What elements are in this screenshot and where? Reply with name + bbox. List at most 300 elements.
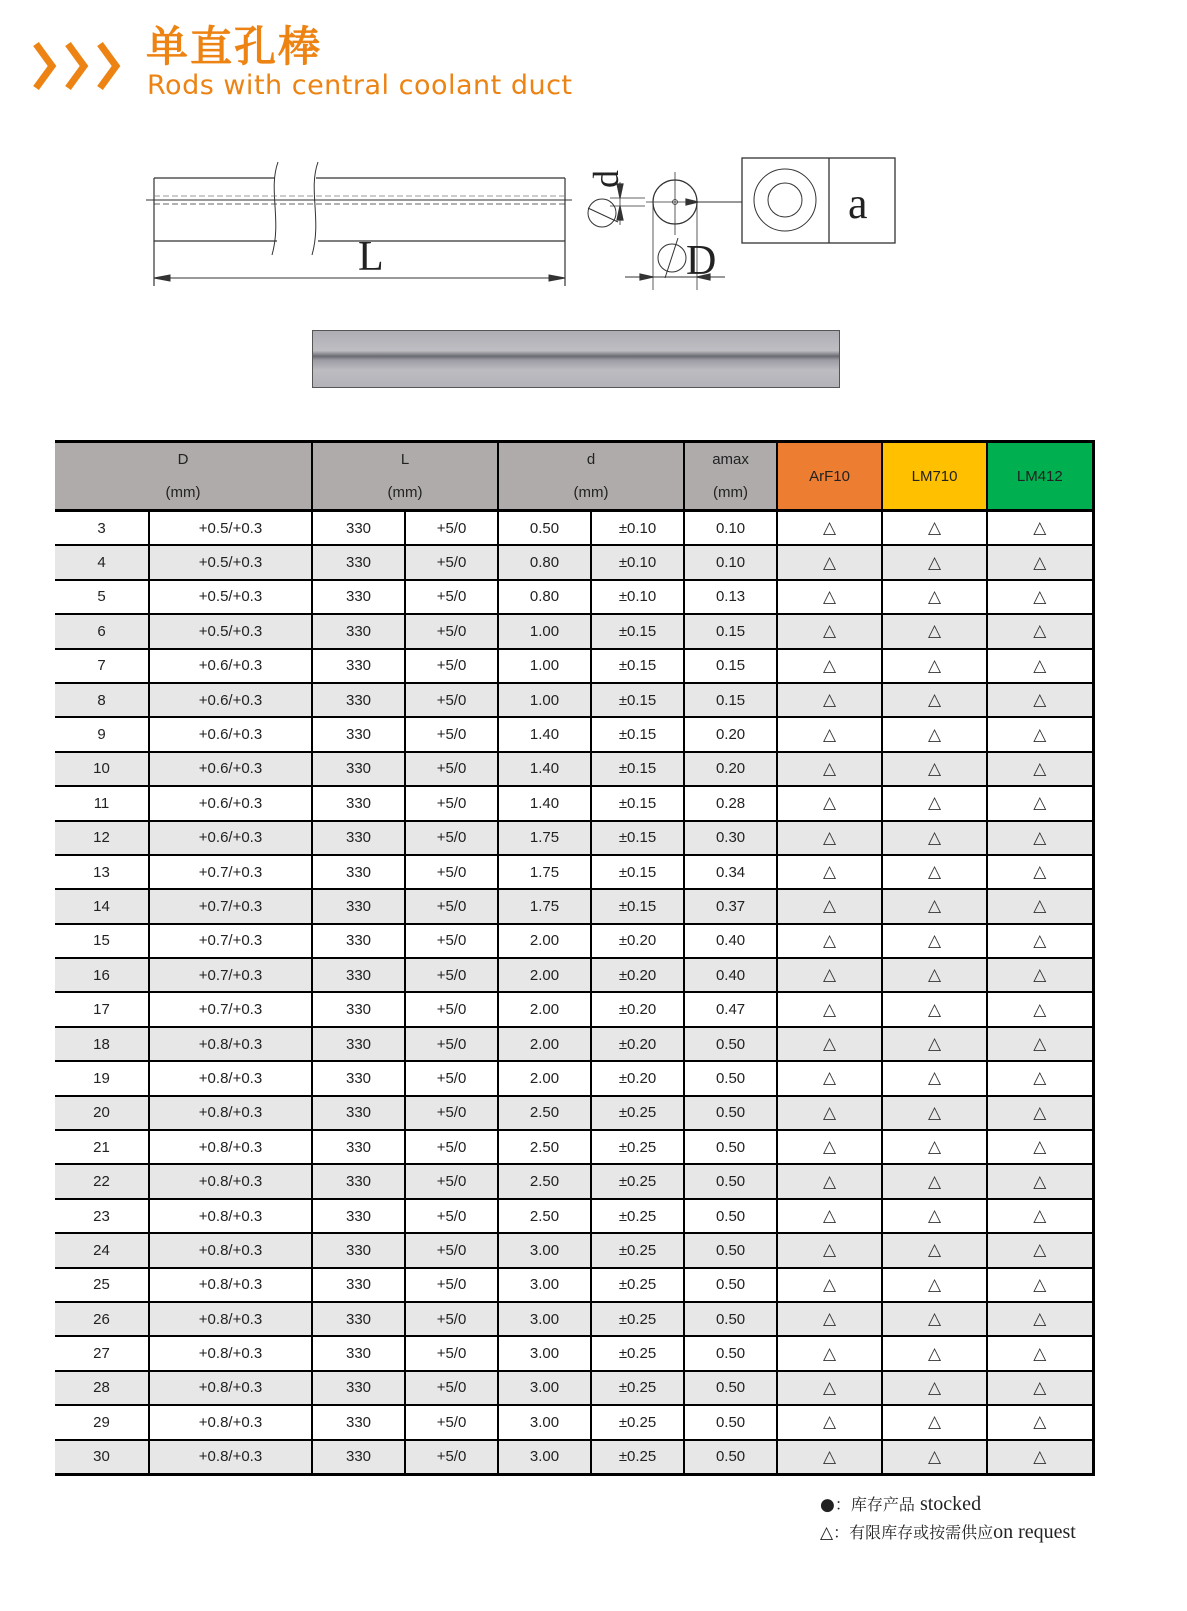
cell-lm412 — [987, 511, 1093, 546]
cell-D: 27 — [55, 1336, 149, 1370]
cell-lm412 — [987, 1233, 1093, 1267]
triangle-icon: △ — [928, 1343, 942, 1364]
cell-L: 330 — [312, 1096, 405, 1130]
cell-lm710 — [882, 1302, 987, 1336]
label-L: L — [358, 234, 384, 280]
cell-lm412 — [987, 992, 1093, 1026]
triangle-icon: △ — [820, 1523, 834, 1543]
cell-arf10 — [777, 649, 882, 683]
cell-amax: 0.50 — [684, 1096, 777, 1130]
cell-arf10 — [777, 1336, 882, 1370]
triangle-icon: △ — [823, 1274, 837, 1295]
triangle-icon: △ — [1033, 690, 1047, 711]
cell-D-tolerance: +0.8/+0.3 — [149, 1268, 312, 1302]
cell-L: 330 — [312, 1371, 405, 1405]
cell-L: 330 — [312, 855, 405, 889]
triangle-icon: △ — [928, 1206, 942, 1226]
triangle-icon: △ — [928, 1034, 942, 1055]
cell-amax: 0.13 — [684, 580, 777, 614]
cell-d: 1.40 — [498, 752, 591, 786]
table-row — [55, 1061, 1093, 1095]
cell-amax: 0.28 — [684, 786, 777, 820]
cell-D-tolerance: +0.6/+0.3 — [149, 717, 312, 751]
filled-circle-icon: ● — [820, 1495, 835, 1515]
cell-L-tolerance: +5/0 — [405, 821, 498, 855]
cell-d-tolerance: ±0.10 — [591, 511, 684, 546]
cell-lm412 — [987, 1371, 1093, 1405]
cell-L: 330 — [312, 1199, 405, 1233]
cell-arf10 — [777, 717, 882, 751]
table-row — [55, 1405, 1093, 1439]
cell-L-tolerance: +5/0 — [405, 958, 498, 992]
cell-d-tolerance: ±0.20 — [591, 924, 684, 958]
cell-arf10 — [777, 1371, 882, 1405]
cell-L: 330 — [312, 614, 405, 648]
cell-L: 330 — [312, 1027, 405, 1061]
cell-arf10 — [777, 1061, 882, 1095]
table-row — [55, 1440, 1093, 1475]
triangle-icon: △ — [928, 965, 942, 986]
cell-arf10 — [777, 855, 882, 889]
cell-d-tolerance: ±0.25 — [591, 1268, 684, 1302]
cell-amax: 0.37 — [684, 889, 777, 923]
cell-D-tolerance: +0.8/+0.3 — [149, 1440, 312, 1475]
cell-L-tolerance: +5/0 — [405, 992, 498, 1026]
cell-L-tolerance: +5/0 — [405, 1027, 498, 1061]
cell-lm710 — [882, 1336, 987, 1370]
triangle-icon: △ — [1033, 586, 1047, 607]
cell-D: 7 — [55, 649, 149, 683]
cell-L: 330 — [312, 683, 405, 717]
cross-section — [610, 172, 742, 290]
cell-lm710 — [882, 717, 987, 751]
cell-lm710 — [882, 1164, 987, 1198]
cell-D-tolerance: +0.8/+0.3 — [149, 1233, 312, 1267]
cell-L: 330 — [312, 786, 405, 820]
triangle-icon: △ — [1033, 1102, 1047, 1123]
cell-D-tolerance: +0.7/+0.3 — [149, 924, 312, 958]
cell-d: 2.50 — [498, 1096, 591, 1130]
triangle-icon: △ — [823, 793, 837, 814]
cell-lm710 — [882, 1096, 987, 1130]
cell-D: 16 — [55, 958, 149, 992]
cell-d: 2.50 — [498, 1199, 591, 1233]
triangle-icon: △ — [1033, 1240, 1047, 1261]
cell-lm412 — [987, 1336, 1093, 1370]
cell-lm412 — [987, 924, 1093, 958]
cell-D: 17 — [55, 992, 149, 1026]
cell-L: 330 — [312, 958, 405, 992]
cell-D-tolerance: +0.6/+0.3 — [149, 752, 312, 786]
cell-L-tolerance: +5/0 — [405, 1440, 498, 1475]
triangle-icon: △ — [1033, 758, 1047, 779]
cell-lm710 — [882, 649, 987, 683]
triangle-icon: △ — [1033, 724, 1047, 745]
cell-d: 3.00 — [498, 1268, 591, 1302]
table-body — [55, 511, 1093, 1475]
cell-d: 2.00 — [498, 1027, 591, 1061]
table-row — [55, 786, 1093, 820]
cell-D-tolerance: +0.5/+0.3 — [149, 614, 312, 648]
triangle-icon: △ — [928, 1377, 942, 1398]
cell-arf10 — [777, 992, 882, 1026]
triangle-icon: △ — [1033, 1412, 1047, 1433]
cell-lm710 — [882, 545, 987, 579]
cell-lm412 — [987, 649, 1093, 683]
cell-L-tolerance: +5/0 — [405, 1302, 498, 1336]
cell-arf10 — [777, 752, 882, 786]
cell-lm412 — [987, 752, 1093, 786]
table-row — [55, 683, 1093, 717]
cell-amax: 0.40 — [684, 924, 777, 958]
cell-D: 5 — [55, 580, 149, 614]
cell-d: 3.00 — [498, 1440, 591, 1475]
triangle-icon: △ — [1033, 896, 1047, 917]
triangle-icon: △ — [823, 999, 837, 1020]
cell-lm412 — [987, 958, 1093, 992]
cell-amax: 0.20 — [684, 752, 777, 786]
triangle-icon: △ — [928, 1412, 942, 1433]
table-row — [55, 752, 1093, 786]
cell-d-tolerance: ±0.15 — [591, 614, 684, 648]
cell-L: 330 — [312, 889, 405, 923]
legend-cn: 库存产品 — [850, 1495, 915, 1514]
cell-amax: 0.15 — [684, 683, 777, 717]
triangle-icon: △ — [928, 793, 942, 814]
cell-d-tolerance: ±0.25 — [591, 1440, 684, 1475]
cell-D: 28 — [55, 1371, 149, 1405]
table-row — [55, 545, 1093, 579]
triangle-icon: △ — [1033, 621, 1047, 642]
cell-d: 1.40 — [498, 786, 591, 820]
header-arf10: ArF10 — [777, 442, 882, 511]
cell-D: 8 — [55, 683, 149, 717]
cell-lm412 — [987, 1199, 1093, 1233]
cell-d-tolerance: ±0.15 — [591, 821, 684, 855]
cell-D-tolerance: +0.8/+0.3 — [149, 1027, 312, 1061]
cell-lm710 — [882, 1371, 987, 1405]
triangle-icon: △ — [1033, 1377, 1047, 1398]
cell-arf10 — [777, 1302, 882, 1336]
cell-d: 2.50 — [498, 1164, 591, 1198]
table-row — [55, 580, 1093, 614]
cell-D-tolerance: +0.6/+0.3 — [149, 649, 312, 683]
cell-D-tolerance: +0.8/+0.3 — [149, 1096, 312, 1130]
cell-lm412 — [987, 1268, 1093, 1302]
cell-lm710 — [882, 1405, 987, 1439]
table-row — [55, 1199, 1093, 1233]
cell-D-tolerance: +0.5/+0.3 — [149, 580, 312, 614]
label-a: a — [848, 179, 868, 228]
triangle-icon: △ — [823, 1446, 837, 1467]
cell-d: 3.00 — [498, 1336, 591, 1370]
triangle-icon: △ — [823, 724, 837, 745]
cell-lm412 — [987, 1027, 1093, 1061]
cell-d-tolerance: ±0.20 — [591, 992, 684, 1026]
cell-arf10 — [777, 821, 882, 855]
cell-lm710 — [882, 786, 987, 820]
cell-d-tolerance: ±0.20 — [591, 958, 684, 992]
cell-d-tolerance: ±0.25 — [591, 1233, 684, 1267]
legend-en: stocked — [919, 1493, 982, 1515]
cell-D: 11 — [55, 786, 149, 820]
legend-sep: ： — [834, 1495, 851, 1514]
cell-L: 330 — [312, 1302, 405, 1336]
triangle-icon: △ — [823, 655, 837, 676]
legend-sep: ： — [833, 1523, 850, 1542]
legend-cn: 有限库存或按需供应 — [849, 1523, 994, 1542]
triangle-icon: △ — [823, 1102, 837, 1123]
triangle-icon: △ — [1033, 862, 1047, 883]
triangle-icon: △ — [928, 1240, 942, 1261]
triangle-icon: △ — [1033, 1137, 1047, 1158]
cell-D-tolerance: +0.5/+0.3 — [149, 545, 312, 579]
cell-lm710 — [882, 511, 987, 546]
triangle-icon: △ — [928, 655, 942, 676]
table-row — [55, 1371, 1093, 1405]
cell-D-tolerance: +0.6/+0.3 — [149, 683, 312, 717]
triangle-icon: △ — [1033, 1034, 1047, 1055]
table-row — [55, 992, 1093, 1026]
cell-d-tolerance: ±0.20 — [591, 1027, 684, 1061]
cell-D: 18 — [55, 1027, 149, 1061]
cell-L: 330 — [312, 992, 405, 1026]
cell-d: 2.50 — [498, 1130, 591, 1164]
cell-amax: 0.47 — [684, 992, 777, 1026]
cell-arf10 — [777, 1199, 882, 1233]
legend-on-request — [820, 1518, 1076, 1546]
triangle-icon: △ — [928, 1137, 942, 1158]
table-row — [55, 1164, 1093, 1198]
cell-L: 330 — [312, 1268, 405, 1302]
cell-D: 14 — [55, 889, 149, 923]
cell-d: 0.80 — [498, 580, 591, 614]
legend-en: on request — [993, 1521, 1076, 1543]
cell-amax: 0.10 — [684, 545, 777, 579]
cell-lm412 — [987, 717, 1093, 751]
cell-L-tolerance: +5/0 — [405, 511, 498, 546]
cell-amax: 0.50 — [684, 1199, 777, 1233]
triangle-icon: △ — [823, 1240, 837, 1261]
cell-L-tolerance: +5/0 — [405, 717, 498, 751]
cell-lm710 — [882, 958, 987, 992]
table-row — [55, 649, 1093, 683]
cell-d: 1.75 — [498, 821, 591, 855]
triangle-icon: △ — [1033, 999, 1047, 1020]
page-title-cn: 单直孔棒 — [146, 22, 323, 71]
cell-D-tolerance: +0.8/+0.3 — [149, 1199, 312, 1233]
cell-arf10 — [777, 511, 882, 546]
cell-lm710 — [882, 1027, 987, 1061]
cell-lm710 — [882, 683, 987, 717]
cell-amax: 0.30 — [684, 821, 777, 855]
cell-D-tolerance: +0.6/+0.3 — [149, 786, 312, 820]
cell-d: 2.00 — [498, 924, 591, 958]
cell-d: 2.00 — [498, 992, 591, 1026]
cell-D: 10 — [55, 752, 149, 786]
triangle-icon: △ — [823, 930, 837, 951]
triangle-icon: △ — [823, 1034, 837, 1055]
triangle-icon: △ — [928, 827, 942, 848]
page-title-en: Rods with central coolant duct — [147, 70, 573, 101]
cell-d-tolerance: ±0.20 — [591, 1061, 684, 1095]
cell-d: 1.75 — [498, 855, 591, 889]
cell-D-tolerance: +0.8/+0.3 — [149, 1336, 312, 1370]
cell-L-tolerance: +5/0 — [405, 1130, 498, 1164]
cell-lm710 — [882, 1268, 987, 1302]
cell-D-tolerance: +0.8/+0.3 — [149, 1302, 312, 1336]
cell-lm412 — [987, 1440, 1093, 1475]
triangle-icon: △ — [928, 930, 942, 951]
cell-lm412 — [987, 855, 1093, 889]
cell-d-tolerance: ±0.10 — [591, 580, 684, 614]
cell-D-tolerance: +0.8/+0.3 — [149, 1061, 312, 1095]
triangle-icon: △ — [1033, 552, 1047, 573]
cell-lm710 — [882, 1130, 987, 1164]
cell-D-tolerance: +0.8/+0.3 — [149, 1371, 312, 1405]
cell-amax: 0.50 — [684, 1440, 777, 1475]
cell-L-tolerance: +5/0 — [405, 1268, 498, 1302]
triangle-icon: △ — [1033, 930, 1047, 951]
cell-D-tolerance: +0.8/+0.3 — [149, 1130, 312, 1164]
cell-d: 0.50 — [498, 511, 591, 546]
cell-L-tolerance: +5/0 — [405, 1233, 498, 1267]
triangle-icon: △ — [928, 896, 942, 917]
triangle-icon: △ — [823, 1412, 837, 1433]
triangle-icon: △ — [823, 1068, 837, 1089]
cell-arf10 — [777, 1164, 882, 1198]
cell-L-tolerance: +5/0 — [405, 889, 498, 923]
cell-amax: 0.15 — [684, 649, 777, 683]
cell-lm710 — [882, 992, 987, 1026]
header-amax: amax (mm) — [684, 442, 777, 511]
cell-d-tolerance: ±0.25 — [591, 1371, 684, 1405]
cell-D: 3 — [55, 511, 149, 546]
triangle-icon: △ — [928, 999, 942, 1020]
spec-table — [55, 440, 1095, 1476]
triangle-icon: △ — [823, 518, 837, 539]
cell-L: 330 — [312, 1233, 405, 1267]
triangle-icon: △ — [1033, 965, 1047, 986]
cell-arf10 — [777, 614, 882, 648]
triangle-icon: △ — [928, 1446, 942, 1467]
triangle-icon: △ — [823, 1171, 837, 1192]
cell-L: 330 — [312, 511, 405, 546]
legend-stocked — [820, 1490, 1076, 1518]
cell-lm710 — [882, 821, 987, 855]
cell-D-tolerance: +0.7/+0.3 — [149, 855, 312, 889]
cell-arf10 — [777, 545, 882, 579]
cell-d-tolerance: ±0.15 — [591, 889, 684, 923]
cell-amax: 0.50 — [684, 1371, 777, 1405]
cell-D: 22 — [55, 1164, 149, 1198]
chevrons-icon — [32, 36, 132, 96]
cell-amax: 0.50 — [684, 1130, 777, 1164]
cell-D-tolerance: +0.8/+0.3 — [149, 1164, 312, 1198]
cell-D-tolerance: +0.7/+0.3 — [149, 958, 312, 992]
table-row — [55, 1233, 1093, 1267]
cell-amax: 0.15 — [684, 614, 777, 648]
cell-D-tolerance: +0.7/+0.3 — [149, 889, 312, 923]
cell-L-tolerance: +5/0 — [405, 1061, 498, 1095]
cell-L-tolerance: +5/0 — [405, 1199, 498, 1233]
cell-arf10 — [777, 1440, 882, 1475]
cell-lm710 — [882, 580, 987, 614]
cell-L-tolerance: +5/0 — [405, 1371, 498, 1405]
runout-frame — [742, 158, 895, 243]
triangle-icon: △ — [1033, 1068, 1047, 1089]
triangle-icon: △ — [928, 690, 942, 711]
triangle-icon: △ — [928, 758, 942, 779]
triangle-icon: △ — [928, 1102, 942, 1123]
cell-L: 330 — [312, 1061, 405, 1095]
cell-arf10 — [777, 924, 882, 958]
cell-lm710 — [882, 614, 987, 648]
label-d: d — [586, 170, 626, 188]
table-row — [55, 1336, 1093, 1370]
cell-lm412 — [987, 614, 1093, 648]
cell-d: 3.00 — [498, 1405, 591, 1439]
triangle-icon: △ — [823, 1206, 837, 1226]
cell-lm412 — [987, 821, 1093, 855]
triangle-icon: △ — [1033, 1206, 1047, 1226]
table-row — [55, 924, 1093, 958]
cell-amax: 0.50 — [684, 1405, 777, 1439]
legend — [820, 1490, 1076, 1546]
cell-lm412 — [987, 1405, 1093, 1439]
cell-L: 330 — [312, 1405, 405, 1439]
cell-L: 330 — [312, 649, 405, 683]
cell-L: 330 — [312, 752, 405, 786]
cell-L: 330 — [312, 580, 405, 614]
cell-arf10 — [777, 1268, 882, 1302]
cell-D-tolerance: +0.7/+0.3 — [149, 992, 312, 1026]
cell-d: 3.00 — [498, 1302, 591, 1336]
cell-lm412 — [987, 1164, 1093, 1198]
triangle-icon: △ — [1033, 1446, 1047, 1467]
cell-D: 4 — [55, 545, 149, 579]
cell-L: 330 — [312, 1440, 405, 1475]
cell-amax: 0.20 — [684, 717, 777, 751]
triangle-icon: △ — [928, 1274, 942, 1295]
cell-D-tolerance: +0.6/+0.3 — [149, 821, 312, 855]
triangle-icon: △ — [1033, 1309, 1047, 1330]
cell-arf10 — [777, 1096, 882, 1130]
cell-arf10 — [777, 958, 882, 992]
cell-lm710 — [882, 752, 987, 786]
triangle-icon: △ — [823, 586, 837, 607]
table-row — [55, 1027, 1093, 1061]
cell-d-tolerance: ±0.25 — [591, 1302, 684, 1336]
header-d: d (mm) — [498, 442, 684, 511]
cell-L-tolerance: +5/0 — [405, 752, 498, 786]
triangle-icon: △ — [928, 1171, 942, 1192]
triangle-icon: △ — [823, 1137, 837, 1158]
header-D: D (mm) — [55, 442, 312, 511]
cell-amax: 0.50 — [684, 1336, 777, 1370]
cell-arf10 — [777, 889, 882, 923]
cell-lm412 — [987, 580, 1093, 614]
triangle-icon: △ — [823, 862, 837, 883]
cell-lm412 — [987, 1130, 1093, 1164]
cell-d: 1.00 — [498, 683, 591, 717]
cell-D: 19 — [55, 1061, 149, 1095]
cell-amax: 0.50 — [684, 1061, 777, 1095]
cell-L-tolerance: +5/0 — [405, 580, 498, 614]
cell-d: 3.00 — [498, 1233, 591, 1267]
cell-L: 330 — [312, 1336, 405, 1370]
table-row — [55, 889, 1093, 923]
